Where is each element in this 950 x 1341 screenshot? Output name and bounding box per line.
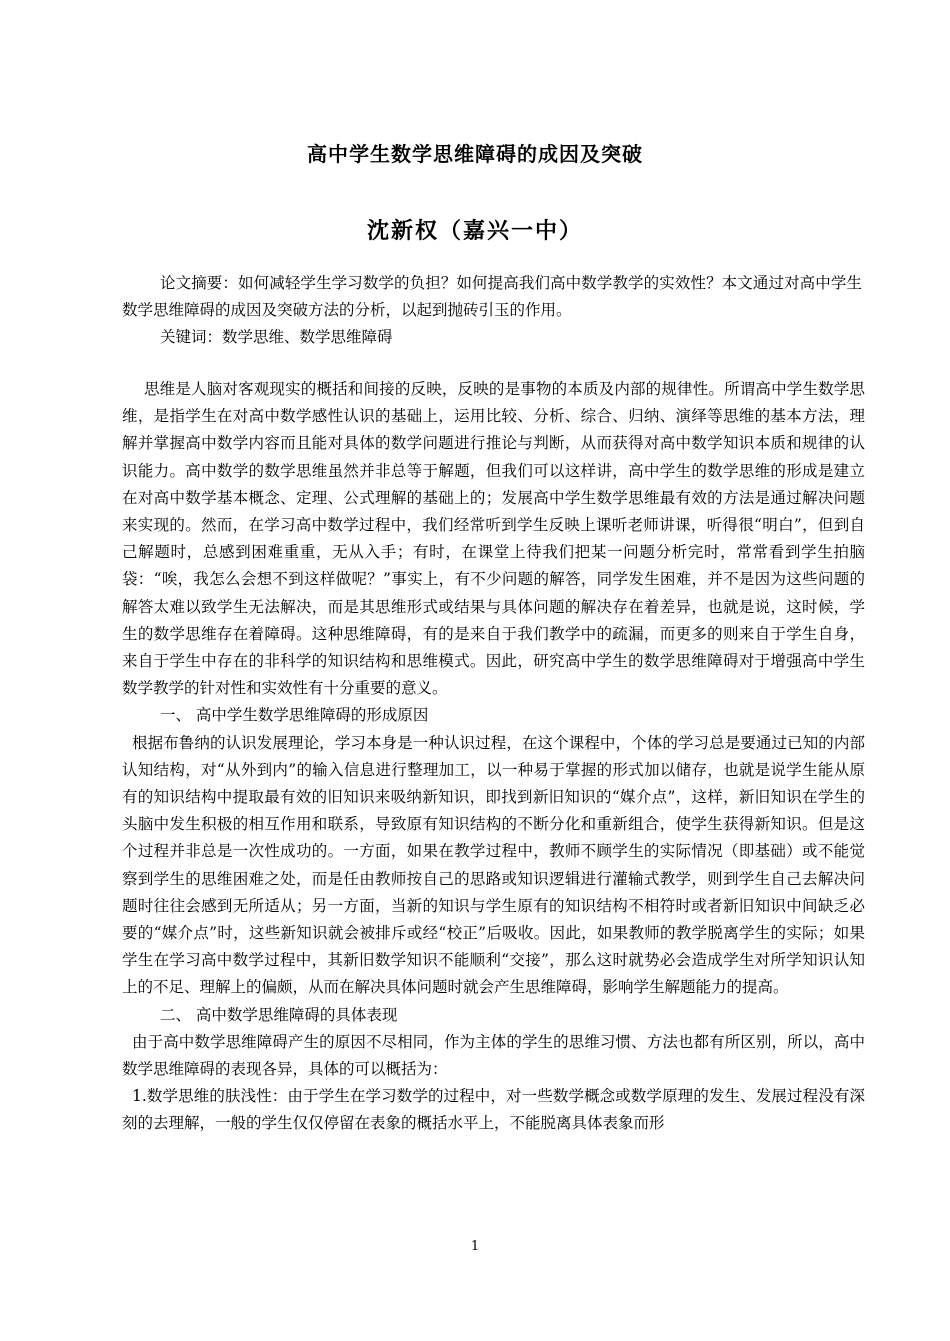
abstract: 论文摘要：如何减轻学生学习数学的负担？如何提高我们高中数学教学的实效性？本文通过对高中学生数学思维障碍的成因及突破方法的分析，以起到抛砖引玉的作用。: [122, 274, 862, 319]
paragraph-manifestations: 由于高中数学思维障碍产生的原因不尽相同，作为主体的学生的思维习惯、方法也都有所区别，所以，高中数学思维障碍的表现各异，具体的可以概括为：: [122, 1032, 865, 1079]
document-title: 高中学生数学思维障碍的成因及突破: [307, 142, 643, 166]
paragraph-point-1: 1.数学思维的肤浅性：由于学生在学习数学的过程中，对一些数学概念或数学原理的发生、发展过程没有深刻的去理解，一般的学生仅仅停留在表象的概括水平上，不能脱离具体表象而形: [122, 1087, 865, 1133]
author-line: 沈新权（嘉兴一中）: [366, 218, 583, 244]
page-number: 1: [470, 1239, 480, 1254]
section-heading-2: 二、 高中数学思维障碍的具体表现: [160, 1005, 398, 1024]
paragraph-intro: 思维是人脑对客观现实的概括和间接的反映，反映的是事物的本质及内部的规律性。所谓高中学生数学思维，是指学生在对高中数学感性认识的基础上，运用比较、分析、综合、归纳、演绎等思维的基本方法，理解并掌握高中数学内容而且能对具体的数学问题进行推论与判断，从而获得对高中数学知识本质和规律的认识能力。高中数学的数学思维虽然并非总等于解题，但我们可以这样讲，高中学生的数学思维的形成是建立在对高中数学基本概念、定理、公式理解的基础上的；发展高中学生数学思维最有效的方法是通过解决问题来实现的。然而，在学习高中数学过程中，我们经常听到学生反映上课听老师讲课，听得很“明白”，但到自己解题时，总感到困难重重，无从入手；有时，在课堂上待我们把某一问题分析完时，常常看到学生拍脑袋：“唉，我怎么会想不到这样做呢？”事实上，有不少问题的解答，同学发生困难，并不是因为这些问题的解答太难以致学生无法解决，而是其思维形式或结果与具体问题的解决存在着差异，也就是说，这时候，学生的数学思维存在着障碍。这种思维障碍，有的是来自于我们教学中的疏漏，而更多的则来自于学生自身，来自于学生中存在的非科学的知识结构和思维模式。因此，研究高中学生的数学思维障碍对于增强高中学生数学教学的针对性和实效性有十分重要的意义。: [122, 380, 865, 698]
section-heading-1: 一、 高中学生数学思维障碍的形成原因: [160, 706, 429, 725]
paragraph-causes: 根据布鲁纳的认识发展理论，学习本身是一种认识过程，在这个课程中，个体的学习总是要通过已知的内部认知结构，对“从外到内”的输入信息进行整理加工，以一种易于掌握的形式加以储存，也就是说学生能从原有的知识结构中提取最有效的旧知识来吸纳新知识，即找到新旧知识的“媒介点”，这样，新旧知识在学生的头脑中发生积极的相互作用和联系，导致原有知识结构的不断分化和重新组合，使学生获得新知识。但是这个过程并非总是一次性成功的。一方面，如果在教学过程中，教师不顾学生的实际情况（即基础）或不能觉察到学生的思维困难之处，而是任由教师按自己的思路或知识逻辑进行灌输式教学，则到学生自己去解决问题时往往会感到无所适从；另一方面，当新的知识与学生原有的知识结构不相符时或者新旧知识中间缺乏必要的“媒介点”时，这些新知识就会被排斥或经“校正”后吸收。因此，如果教师的教学脱离学生的实际；如果学生在学习高中数学过程中，其新旧数学知识不能顺利“交接”，那么这时就势必会造成学生对所学知识认知上的不足、理解上的偏颇，从而在解决具体问题时就会产生思维障碍，影响学生解题能力的提高。: [122, 733, 865, 997]
keywords: 关键词：数学思维、数学思维障碍: [160, 328, 393, 346]
body-text: [122, 376, 865, 1138]
